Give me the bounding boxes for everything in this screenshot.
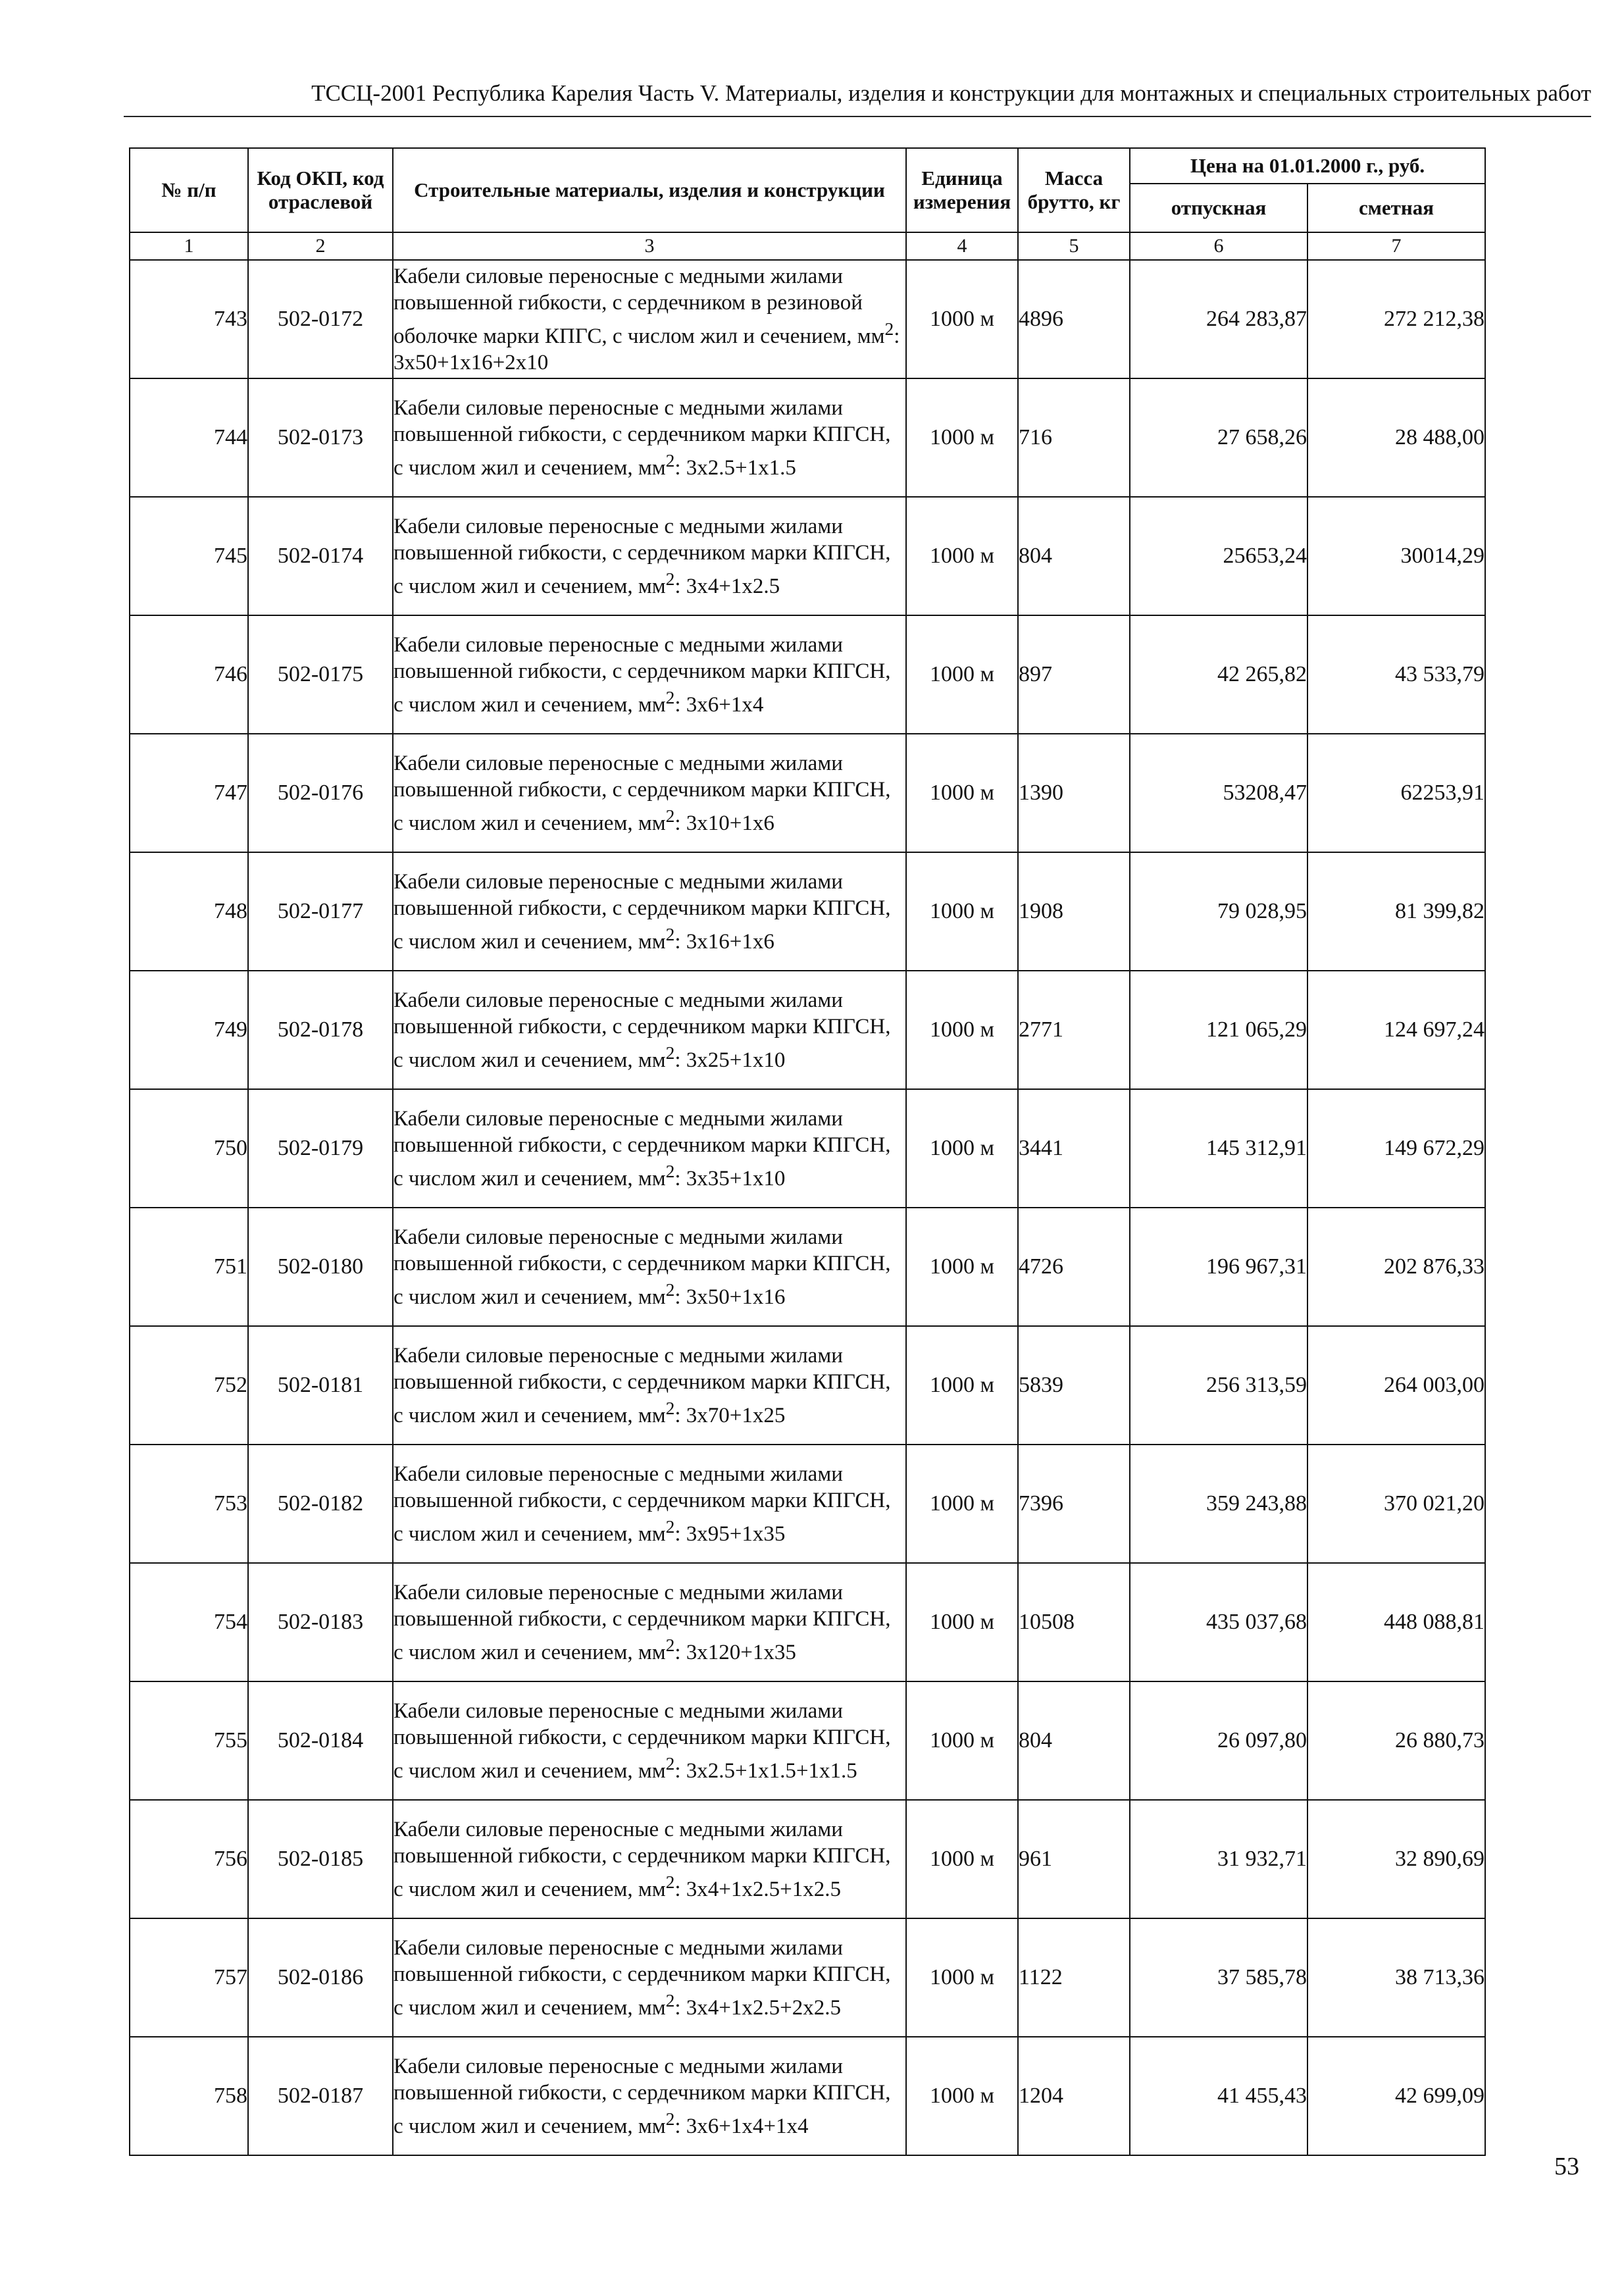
row-description [393, 615, 906, 734]
row-price-release: 435 037,68 [1130, 1563, 1307, 1681]
row-code: 502-0179 [248, 1089, 393, 1208]
row-number: 745 [130, 497, 248, 615]
row-mass: 4726 [1018, 1208, 1130, 1326]
description-superscript: 2 [665, 923, 675, 944]
row-price-release: 79 028,95 [1130, 852, 1307, 971]
row-code: 502-0176 [248, 734, 393, 852]
row-price-release: 145 312,91 [1130, 1089, 1307, 1208]
row-number: 758 [130, 2037, 248, 2155]
row-number: 747 [130, 734, 248, 852]
row-price-estimate: 28 488,00 [1307, 378, 1485, 497]
row-unit: 1000 м [906, 378, 1018, 497]
table-header-row [130, 148, 1485, 184]
row-description [393, 1326, 906, 1445]
row-code: 502-0185 [248, 1800, 393, 1918]
column-number: 1 [130, 232, 248, 260]
description-text: Кабели силовые переносные с медными жилами повышенной гибкости, с сердечником марки КПГСН, с числом жил и сечением, мм [393, 751, 891, 835]
description-text: Кабели силовые переносные с медными жилами повышенной гибкости, с сердечником марки КПГСН, с числом жил и сечением, мм [393, 1225, 891, 1309]
description-text: Кабели силовые переносные с медными жилами повышенной гибкости, с сердечником марки КПГСН, с числом жил и сечением, мм [393, 1343, 891, 1427]
row-number: 753 [130, 1445, 248, 1563]
table-row [130, 1918, 1485, 2037]
row-description [393, 378, 906, 497]
column-number: 2 [248, 232, 393, 260]
row-unit: 1000 м [906, 1445, 1018, 1563]
description-superscript: 2 [665, 1516, 675, 1537]
row-unit: 1000 м [906, 1089, 1018, 1208]
row-price-release: 256 313,59 [1130, 1326, 1307, 1445]
description-text: Кабели силовые переносные с медными жилами повышенной гибкости, с сердечником марки КПГСН, с числом жил и сечением, мм [393, 396, 891, 480]
table-row [130, 971, 1485, 1089]
header-rule [124, 116, 1591, 117]
description-superscript: 2 [665, 1989, 675, 2010]
description-text: Кабели силовые переносные с медными жилами повышенной гибкости, с сердечником марки КПГСН, с числом жил и сечением, мм [393, 1462, 891, 1546]
row-mass: 716 [1018, 378, 1130, 497]
row-unit: 1000 м [906, 615, 1018, 734]
row-mass: 7396 [1018, 1445, 1130, 1563]
row-price-estimate: 62253,91 [1307, 734, 1485, 852]
row-number: 749 [130, 971, 248, 1089]
row-mass: 1390 [1018, 734, 1130, 852]
row-description [393, 1445, 906, 1563]
table-row [130, 1326, 1485, 1445]
row-unit: 1000 м [906, 734, 1018, 852]
row-description [393, 497, 906, 615]
row-price-estimate: 370 021,20 [1307, 1445, 1485, 1563]
column-number: 6 [1130, 232, 1307, 260]
row-description [393, 1089, 906, 1208]
description-cross-section: : 3x70+1x25 [674, 1403, 786, 1427]
row-price-estimate: 124 697,24 [1307, 971, 1485, 1089]
description-text: Кабели силовые переносные с медными жилами повышенной гибкости, с сердечником марки КПГСН, с числом жил и сечением, мм [393, 2054, 891, 2138]
row-price-release: 121 065,29 [1130, 971, 1307, 1089]
row-price-estimate: 26 880,73 [1307, 1681, 1485, 1800]
row-number: 746 [130, 615, 248, 734]
description-superscript: 2 [665, 805, 675, 826]
row-description [393, 734, 906, 852]
description-cross-section: : 3x25+1x10 [674, 1048, 786, 1072]
description-text: Кабели силовые переносные с медными жилами повышенной гибкости, с сердечником марки КПГСН, с числом жил и сечением, мм [393, 988, 891, 1072]
row-description [393, 1800, 906, 1918]
row-price-release: 41 455,43 [1130, 2037, 1307, 2155]
row-mass: 4896 [1018, 260, 1130, 378]
header-code: Код ОКП, код отраслевой [248, 148, 393, 232]
table-row [130, 1681, 1485, 1800]
row-code: 502-0182 [248, 1445, 393, 1563]
description-cross-section: : 3x2.5+1x1.5+1x1.5 [674, 1758, 857, 1783]
description-superscript: 2 [665, 1634, 675, 1655]
header-name: Строительные материалы, изделия и конструкции [393, 148, 906, 232]
row-mass: 1122 [1018, 1918, 1130, 2037]
row-mass: 804 [1018, 1681, 1130, 1800]
row-price-estimate: 272 212,38 [1307, 260, 1485, 378]
description-text: Кабели силовые переносные с медными жилами повышенной гибкости, с сердечником марки КПГСН, с числом жил и сечением, мм [393, 514, 891, 598]
document-header-title: ТССЦ-2001 Республика Карелия Часть V. Материалы, изделия и конструкции для монтажных и специальных строительных работ [311, 80, 1591, 106]
description-text: Кабели силовые переносные с медными жилами повышенной гибкости, с сердечником марки КПГСН, с числом жил и сечением, мм [393, 869, 891, 954]
row-description [393, 260, 906, 378]
row-price-release: 53208,47 [1130, 734, 1307, 852]
row-code: 502-0174 [248, 497, 393, 615]
description-superscript: 2 [884, 318, 894, 339]
row-unit: 1000 м [906, 1563, 1018, 1681]
row-code: 502-0177 [248, 852, 393, 971]
row-price-estimate: 43 533,79 [1307, 615, 1485, 734]
row-code: 502-0187 [248, 2037, 393, 2155]
row-price-estimate: 32 890,69 [1307, 1800, 1485, 1918]
table-row [130, 1089, 1485, 1208]
row-number: 751 [130, 1208, 248, 1326]
description-cross-section: : 3x6+1x4+1x4 [674, 2114, 809, 2138]
description-superscript: 2 [665, 1042, 675, 1063]
table-row [130, 260, 1485, 378]
row-price-estimate: 81 399,82 [1307, 852, 1485, 971]
row-unit: 1000 м [906, 1800, 1018, 1918]
row-number: 754 [130, 1563, 248, 1681]
row-number: 743 [130, 260, 248, 378]
row-mass: 804 [1018, 497, 1130, 615]
row-description [393, 971, 906, 1089]
description-cross-section: : 3x6+1x4 [674, 692, 764, 717]
description-text: Кабели силовые переносные с медными жилами повышенной гибкости, с сердечником марки КПГСН, с числом жил и сечением, мм [393, 1699, 891, 1783]
description-superscript: 2 [665, 1160, 675, 1181]
row-price-estimate: 264 003,00 [1307, 1326, 1485, 1445]
row-unit: 1000 м [906, 971, 1018, 1089]
description-cross-section: : 3x16+1x6 [674, 929, 774, 954]
table-row [130, 615, 1485, 734]
table-row [130, 734, 1485, 852]
row-code: 502-0183 [248, 1563, 393, 1681]
description-superscript: 2 [665, 1871, 675, 1892]
table-row [130, 378, 1485, 497]
row-price-release: 359 243,88 [1130, 1445, 1307, 1563]
description-text: Кабели силовые переносные с медными жилами повышенной гибкости, с сердечником марки КПГСН, с числом жил и сечением, мм [393, 1106, 891, 1191]
description-cross-section: : 3x50+1x16+2x10 [393, 324, 900, 374]
column-number: 4 [906, 232, 1018, 260]
header-price-release: отпускная [1130, 184, 1307, 232]
description-cross-section: : 3x4+1x2.5+2x2.5 [674, 1995, 841, 2020]
table-row [130, 1800, 1485, 1918]
row-unit: 1000 м [906, 852, 1018, 971]
row-description [393, 1208, 906, 1326]
row-unit: 1000 м [906, 497, 1018, 615]
row-mass: 1908 [1018, 852, 1130, 971]
row-number: 755 [130, 1681, 248, 1800]
row-number: 744 [130, 378, 248, 497]
row-unit: 1000 м [906, 1208, 1018, 1326]
description-superscript: 2 [665, 1279, 675, 1300]
row-mass: 961 [1018, 1800, 1130, 1918]
row-description [393, 1563, 906, 1681]
row-code: 502-0184 [248, 1681, 393, 1800]
row-code: 502-0178 [248, 971, 393, 1089]
description-superscript: 2 [665, 568, 675, 589]
row-mass: 2771 [1018, 971, 1130, 1089]
row-code: 502-0173 [248, 378, 393, 497]
table-row [130, 2037, 1485, 2155]
table-row [130, 852, 1485, 971]
row-price-estimate: 448 088,81 [1307, 1563, 1485, 1681]
description-cross-section: : 3x2.5+1x1.5 [674, 455, 796, 480]
table-row [130, 1563, 1485, 1681]
row-price-estimate: 202 876,33 [1307, 1208, 1485, 1326]
description-text: Кабели силовые переносные с медными жилами повышенной гибкости, с сердечником марки КПГСН, с числом жил и сечением, мм [393, 1580, 891, 1664]
column-number: 5 [1018, 232, 1130, 260]
description-superscript: 2 [665, 686, 675, 707]
row-description [393, 852, 906, 971]
description-cross-section: : 3x10+1x6 [674, 811, 774, 835]
table-body [130, 260, 1485, 2155]
description-superscript: 2 [665, 1397, 675, 1418]
description-cross-section: : 3x95+1x35 [674, 1522, 786, 1546]
description-text: Кабели силовые переносные с медными жилами повышенной гибкости, с сердечником в резиновой оболочке марки КПГС, с числом жил и сечением, мм [393, 264, 885, 348]
table-row [130, 497, 1485, 615]
row-price-release: 26 097,80 [1130, 1681, 1307, 1800]
row-code: 502-0172 [248, 260, 393, 378]
row-price-release: 42 265,82 [1130, 615, 1307, 734]
row-unit: 1000 м [906, 1918, 1018, 2037]
row-price-release: 264 283,87 [1130, 260, 1307, 378]
row-number: 750 [130, 1089, 248, 1208]
row-number: 752 [130, 1326, 248, 1445]
row-price-estimate: 30014,29 [1307, 497, 1485, 615]
row-unit: 1000 м [906, 1681, 1018, 1800]
row-price-estimate: 38 713,36 [1307, 1918, 1485, 2037]
row-price-release: 31 932,71 [1130, 1800, 1307, 1918]
table-row [130, 1208, 1485, 1326]
row-price-release: 37 585,78 [1130, 1918, 1307, 2037]
description-cross-section: : 3x120+1x35 [674, 1640, 796, 1664]
row-code: 502-0180 [248, 1208, 393, 1326]
row-code: 502-0175 [248, 615, 393, 734]
row-description [393, 1918, 906, 2037]
price-table [129, 147, 1486, 2156]
row-price-estimate: 149 672,29 [1307, 1089, 1485, 1208]
page-number: 53 [1554, 2153, 1579, 2180]
description-superscript: 2 [665, 449, 675, 471]
row-code: 502-0181 [248, 1326, 393, 1445]
row-unit: 1000 м [906, 1326, 1018, 1445]
description-cross-section: : 3x4+1x2.5+1x2.5 [674, 1877, 841, 1901]
header-mass: Масса брутто, кг [1018, 148, 1130, 232]
column-number: 7 [1307, 232, 1485, 260]
description-text: Кабели силовые переносные с медными жилами повышенной гибкости, с сердечником марки КПГСН, с числом жил и сечением, мм [393, 632, 891, 717]
row-unit: 1000 м [906, 260, 1018, 378]
row-number: 757 [130, 1918, 248, 2037]
description-text: Кабели силовые переносные с медными жилами повышенной гибкости, с сердечником марки КПГСН, с числом жил и сечением, мм [393, 1817, 891, 1901]
row-number: 756 [130, 1800, 248, 1918]
column-number: 3 [393, 232, 906, 260]
description-text: Кабели силовые переносные с медными жилами повышенной гибкости, с сердечником марки КПГСН, с числом жил и сечением, мм [393, 1935, 891, 2020]
row-unit: 1000 м [906, 2037, 1018, 2155]
header-num: № п/п [130, 148, 248, 232]
row-price-estimate: 42 699,09 [1307, 2037, 1485, 2155]
row-code: 502-0186 [248, 1918, 393, 2037]
row-mass: 10508 [1018, 1563, 1130, 1681]
row-description [393, 1681, 906, 1800]
row-number: 748 [130, 852, 248, 971]
row-mass: 1204 [1018, 2037, 1130, 2155]
header-unit: Единица измерения [906, 148, 1018, 232]
row-mass: 897 [1018, 615, 1130, 734]
row-price-release: 27 658,26 [1130, 378, 1307, 497]
row-mass: 3441 [1018, 1089, 1130, 1208]
description-cross-section: : 3x50+1x16 [674, 1285, 786, 1309]
column-number-row [130, 232, 1485, 260]
header-price-group: Цена на 01.01.2000 г., руб. [1130, 148, 1485, 184]
row-mass: 5839 [1018, 1326, 1130, 1445]
row-description [393, 2037, 906, 2155]
description-superscript: 2 [665, 1753, 675, 1774]
table-row [130, 1445, 1485, 1563]
row-price-release: 196 967,31 [1130, 1208, 1307, 1326]
description-cross-section: : 3x35+1x10 [674, 1166, 786, 1191]
description-cross-section: : 3x4+1x2.5 [674, 574, 780, 598]
row-price-release: 25653,24 [1130, 497, 1307, 615]
header-price-estimate: сметная [1307, 184, 1485, 232]
description-superscript: 2 [665, 2108, 675, 2129]
